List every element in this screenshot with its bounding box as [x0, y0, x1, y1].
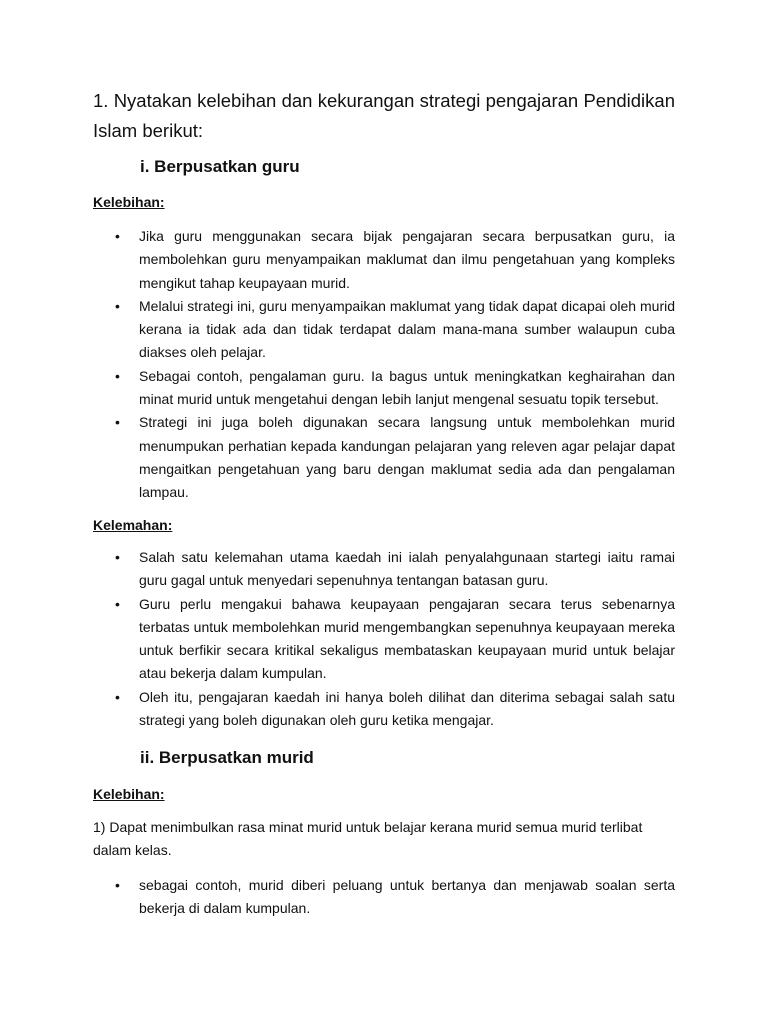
section-heading-berpusatkan-murid: ii. Berpusatkan murid [140, 748, 314, 767]
list-item-text: sebagai contoh, murid diberi peluang untuk bertanya dan menjawab soalan serta bekerja di dalam kumpulan. [139, 877, 675, 917]
list-item [93, 225, 675, 295]
bullet-icon: • [115, 688, 120, 705]
kelemahan-label: Kelemahan: [93, 517, 173, 533]
bullet-icon: • [115, 595, 120, 612]
list-item-text: Salah satu kelemahan utama kaedah ini ialah penyalahgunaan startegi iaitu ramai guru gagal untuk menyedari sepenuhnya tentangan batasan guru. [139, 549, 675, 589]
list-item-text: Oleh itu, pengajaran kaedah ini hanya boleh dilihat dan diterima sebagai salah satu strategi yang boleh digunakan oleh guru ketika mengajar. [139, 688, 675, 729]
murid-list [93, 874, 675, 921]
list-item [93, 295, 675, 365]
bullet-icon: • [115, 367, 120, 384]
list-item-text: Sebagai contoh, pengalaman guru. Ia bagus untuk meningkatkan keghairahan dan minat murid untuk mengetahui dengan lebih lanjut mengenal sesuatu topik tersebut. [139, 367, 675, 408]
bullet-icon: • [115, 228, 120, 244]
bullet-icon: • [115, 297, 120, 314]
list-item [93, 593, 675, 686]
list-item [93, 365, 675, 412]
list-item-text: Guru perlu mengakui bahawa keupayaan pengajaran secara terus sebenarnya terbatas untuk membolehkan murid mengembangkan sepenuhnya keupayaan mereka untuk berfikir secara kritikal sekaligus membataskan keupayaan murid untuk belajar atau bekerja dalam kumpulan. [139, 595, 675, 682]
kelebihan-label: Kelebihan: [93, 786, 165, 802]
list-item [93, 686, 675, 733]
kelemahan-list [93, 546, 675, 732]
kelebihan-label: Kelebihan: [93, 194, 165, 210]
question-text: 1. Nyatakan kelebihan dan kekurangan strategi pengajaran Pendidikan Islam berikut: [93, 90, 675, 141]
list-item [93, 874, 675, 921]
list-item-text: Strategi ini juga boleh digunakan secara langsung untuk membolehkan murid menumpukan perhatian kepada kandungan pelajaran yang releven agar pelajar dapat mengaitkan pengetahuan yang baru dengan maklumat sedia ada dan pengalaman lampau. [139, 414, 675, 501]
kelebihan-list [93, 225, 675, 505]
bullet-icon: • [115, 877, 120, 893]
list-item-text: Melalui strategi ini, guru menyampaikan maklumat yang tidak dapat dicapai oleh murid kerana ia tidak ada dan tidak terdapat dalam mana-mana sumber walaupun cuba diakses oleh pelajar. [139, 297, 675, 361]
bullet-icon: • [115, 549, 120, 565]
list-item [93, 411, 675, 504]
point-text: 1) Dapat menimbulkan rasa minat murid untuk belajar kerana murid semua murid terlibat dalam kelas. [93, 819, 643, 859]
list-item [93, 546, 675, 593]
section-heading-berpusatkan-guru: i. Berpusatkan guru [140, 157, 300, 176]
bullet-icon: • [115, 414, 120, 431]
list-item-text: Jika guru menggunakan secara bijak pengajaran secara berpusatkan guru, ia membolehkan guru menyampaikan maklumat dan ilmu pengetahuan yang kompleks mengikut tahap keupayaan murid. [139, 228, 675, 291]
